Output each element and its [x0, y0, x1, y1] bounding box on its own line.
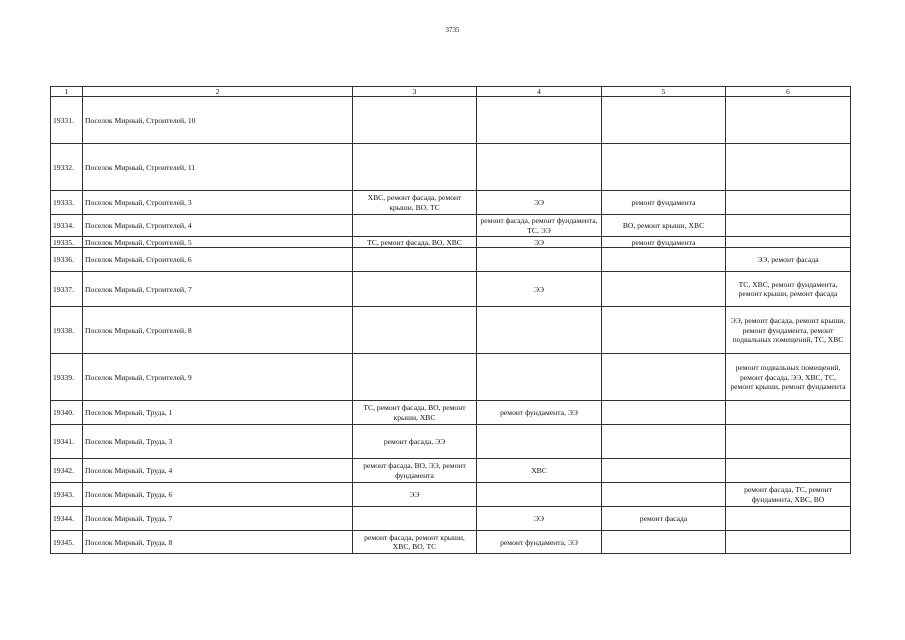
row-number: 19338. [51, 307, 83, 354]
work-cell-col5: ремонт фундамента [602, 237, 726, 248]
work-cell-col3 [353, 144, 477, 191]
work-cell-col6: ЭЭ, ремонт фасада, ремонт крыши, ремонт фундамента, ремонт подвальных помещений, ТС, ХВС [726, 307, 851, 354]
table-row [51, 191, 851, 215]
work-cell-col5 [602, 248, 726, 272]
row-number: 19342. [51, 459, 83, 483]
table-row [51, 272, 851, 307]
work-cell-col4 [477, 248, 602, 272]
work-cell-col5 [602, 272, 726, 307]
work-cell-col3 [353, 307, 477, 354]
address-cell: Поселок Мирный, Строителей, 6 [83, 248, 353, 272]
column-header: 3 [353, 87, 477, 97]
table-row [51, 237, 851, 248]
table-row [51, 483, 851, 507]
row-number: 19333. [51, 191, 83, 215]
row-number: 19340. [51, 401, 83, 425]
row-number: 19332. [51, 144, 83, 191]
work-cell-col6 [726, 215, 851, 237]
work-cell-col3: ремонт фасада, ВО, ЭЭ, ремонт фундамента [353, 459, 477, 483]
work-cell-col4: ХВС [477, 459, 602, 483]
work-cell-col5 [602, 97, 726, 144]
work-cell-col4: ЭЭ [477, 507, 602, 531]
work-cell-col6: ремонт фасада, ТС, ремонт фундамента, ХВС, ВО [726, 483, 851, 507]
table-row [51, 144, 851, 191]
row-number: 19331. [51, 97, 83, 144]
work-cell-col6 [726, 507, 851, 531]
work-cell-col5 [602, 425, 726, 459]
work-cell-col3 [353, 354, 477, 401]
work-cell-col3: ХВС, ремонт фасада, ремонт крыши, ВО, ТС [353, 191, 477, 215]
column-header: 6 [726, 87, 851, 97]
work-cell-col3: ремонт фасада, ЭЭ [353, 425, 477, 459]
work-cell-col5 [602, 483, 726, 507]
work-cell-col3: ТС, ремонт фасада, ВО, ХВС [353, 237, 477, 248]
work-cell-col4 [477, 483, 602, 507]
table-row [51, 97, 851, 144]
work-cell-col5 [602, 354, 726, 401]
work-cell-col6 [726, 144, 851, 191]
address-cell: Поселок Мирный, Труда, 4 [83, 459, 353, 483]
work-cell-col3 [353, 507, 477, 531]
work-cell-col4 [477, 307, 602, 354]
work-cell-col6 [726, 97, 851, 144]
address-cell: Поселок Мирный, Строителей, 9 [83, 354, 353, 401]
column-header: 2 [83, 87, 353, 97]
table-row [51, 401, 851, 425]
work-cell-col5 [602, 307, 726, 354]
work-cell-col5: ремонт фасада [602, 507, 726, 531]
row-number: 19334. [51, 215, 83, 237]
work-cell-col6 [726, 401, 851, 425]
work-cell-col4: ремонт фундамента, ЭЭ [477, 531, 602, 554]
work-cell-col4: ЭЭ [477, 272, 602, 307]
work-cell-col4 [477, 354, 602, 401]
work-cell-col3: ЭЭ [353, 483, 477, 507]
work-cell-col6: ТС, ХВС, ремонт фундамента, ремонт крыши, ремонт фасада [726, 272, 851, 307]
row-number: 19344. [51, 507, 83, 531]
work-cell-col5 [602, 531, 726, 554]
address-cell: Поселок Мирный, Строителей, 3 [83, 191, 353, 215]
column-header: 5 [602, 87, 726, 97]
column-header: 4 [477, 87, 602, 97]
work-cell-col5 [602, 144, 726, 191]
table-row [51, 459, 851, 483]
address-cell: Поселок Мирный, Труда, 1 [83, 401, 353, 425]
work-cell-col3: ремонт фасада, ремонт крыши, ХВС, ВО, ТС [353, 531, 477, 554]
work-cell-col5 [602, 401, 726, 425]
work-cell-col6 [726, 459, 851, 483]
work-cell-col4 [477, 425, 602, 459]
row-number: 19339. [51, 354, 83, 401]
work-cell-col3 [353, 97, 477, 144]
work-cell-col5: ВО, ремонт крыши, ХВС [602, 215, 726, 237]
table-row [51, 215, 851, 237]
table-row [51, 507, 851, 531]
table-row [51, 531, 851, 554]
work-cell-col3 [353, 215, 477, 237]
address-cell: Поселок Мирный, Строителей, 7 [83, 272, 353, 307]
registry-table [50, 86, 851, 554]
work-cell-col6: ЭЭ, ремонт фасада [726, 248, 851, 272]
table-row [51, 307, 851, 354]
work-cell-col4 [477, 144, 602, 191]
work-cell-col6 [726, 531, 851, 554]
address-cell: Поселок Мирный, Строителей, 10 [83, 97, 353, 144]
work-cell-col3 [353, 248, 477, 272]
row-number: 19341. [51, 425, 83, 459]
row-number: 19335. [51, 237, 83, 248]
table-row [51, 248, 851, 272]
work-cell-col4: ЭЭ [477, 191, 602, 215]
work-cell-col6: ремонт подвальных помещений, ремонт фасада, ЭЭ, ХВС, ТС, ремонт крыши, ремонт фундамента [726, 354, 851, 401]
work-cell-col6 [726, 237, 851, 248]
address-cell: Поселок Мирный, Строителей, 11 [83, 144, 353, 191]
address-cell: Поселок Мирный, Труда, 8 [83, 531, 353, 554]
work-cell-col5: ремонт фундамента [602, 191, 726, 215]
address-cell: Поселок Мирный, Труда, 6 [83, 483, 353, 507]
work-cell-col4 [477, 97, 602, 144]
work-cell-col4: ремонт фундамента, ЭЭ [477, 401, 602, 425]
column-header: 1 [51, 87, 83, 97]
address-cell: Поселок Мирный, Труда, 3 [83, 425, 353, 459]
work-cell-col6 [726, 425, 851, 459]
page-number: 3735 [445, 26, 460, 34]
address-cell: Поселок Мирный, Труда, 7 [83, 507, 353, 531]
work-cell-col3 [353, 272, 477, 307]
row-number: 19345. [51, 531, 83, 554]
work-cell-col4: ремонт фасада, ремонт фундамента, ТС, ЭЭ [477, 215, 602, 237]
work-cell-col4: ЭЭ [477, 237, 602, 248]
address-cell: Поселок Мирный, Строителей, 5 [83, 237, 353, 248]
address-cell: Поселок Мирный, Строителей, 4 [83, 215, 353, 237]
work-cell-col6 [726, 191, 851, 215]
table-row [51, 425, 851, 459]
work-cell-col5 [602, 459, 726, 483]
table-row [51, 354, 851, 401]
row-number: 19336. [51, 248, 83, 272]
address-cell: Поселок Мирный, Строителей, 8 [83, 307, 353, 354]
row-number: 19337. [51, 272, 83, 307]
row-number: 19343. [51, 483, 83, 507]
work-cell-col3: ТС, ремонт фасада, ВО, ремонт крыши, ХВС [353, 401, 477, 425]
table-header-row [51, 87, 851, 97]
